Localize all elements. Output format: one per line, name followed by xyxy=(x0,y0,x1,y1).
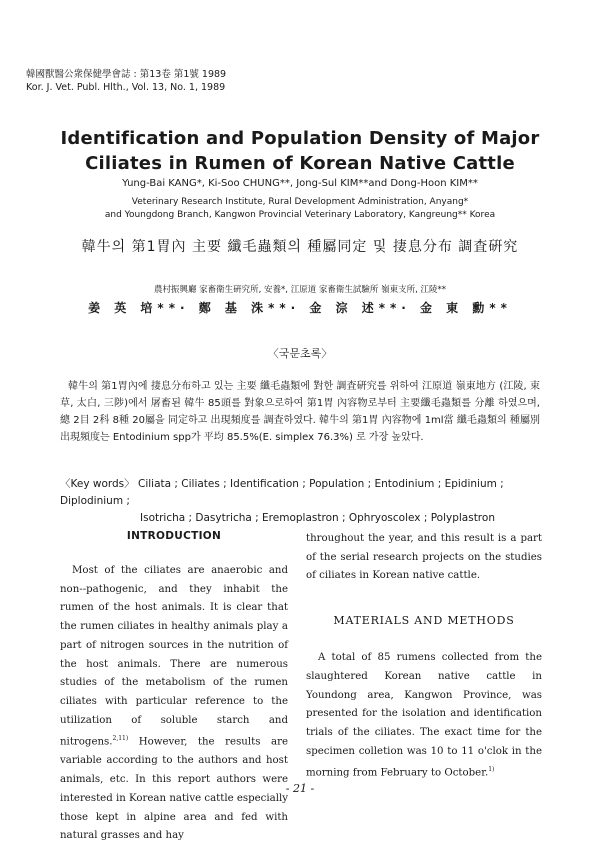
paper-title-line-2: Ciliates in Rumen of Korean Native Cattle xyxy=(85,153,515,174)
introduction-continuation: throughout the year, and this result is a part of the serial research projects on the studies of ciliates in Korean native cattle. xyxy=(306,533,542,582)
paper-title xyxy=(0,126,600,176)
affiliation-line-2: and Youngdong Branch, Kangwon Provincial Veterinary Laboratory, Kangreung** Korea xyxy=(104,210,496,220)
korean-authors: 姜 英 培**· 鄭 基 洙**· 金 淙 述**· 金 東 勳** xyxy=(88,301,512,315)
journal-line-korean: 韓國獸醫公衆保健學會誌 : 第13卷 第1號 1989 xyxy=(26,69,227,80)
methods-reference: 1) xyxy=(488,766,495,774)
korean-abstract-heading: 〈국문초록〉 xyxy=(267,347,333,360)
keywords-line-1 xyxy=(60,476,540,510)
introduction-text-2: However, the results are variable according to the authors and host animals, etc. In this report authors were interested in Korean native cattle especially those kept in alpine area and fed with natural grasses and hay xyxy=(60,736,288,842)
affiliations xyxy=(0,196,600,222)
page-number: - 21 - xyxy=(285,782,315,795)
methods-heading: MATERIALS AND METHODS xyxy=(333,614,515,628)
keywords xyxy=(60,476,540,527)
author-list: Yung-Bai KANG*, Ki-Soo CHUNG**, Jong-Sul KIM**and Dong-Hoon KIM** xyxy=(122,178,478,189)
korean-abstract-text: 韓牛의 第1胃內에 捿息分布하고 있는 主要 纖毛蟲類에 對한 調査硏究를 위하여 江原道 嶺東地方 (江陵, 束草, 太白, 三陟)에서 屠畜된 韓牛 85頭를 對象으로하여 第1胃 內容物로부터 主要纖毛蟲類를 分離 하였으며, 總 2目 2科 8種 20屬을 同定하고 出現頻度를 調査하였다. 韓牛의 第1胃 內容物에 1ml當 纖毛蟲類의 種屬別 出現頻度는 Entodinium spp가 平均 85.5%(E. simplex 76.3%) 로 가장 높았다. xyxy=(60,381,540,443)
introduction-reference: 2,11) xyxy=(112,735,129,743)
korean-title: 韓牛의 第1胃內 主要 纖毛蟲類의 種屬同定 및 捿息分布 調査硏究 xyxy=(81,239,519,255)
introduction-heading: INTRODUCTION xyxy=(126,530,222,542)
left-column xyxy=(60,530,288,846)
introduction-paragraph xyxy=(60,562,288,846)
right-column xyxy=(306,530,542,783)
methods-paragraph xyxy=(306,649,542,783)
introduction-text-1: Most of the ciliates are anaerobic and non--pathogenic, and they inhabit the rumen of the host animals. It is clear that the rumen ciliates in healthy animals play a part of nitrogen sources in the nutrition of the host animals. There are numerous studies of the metabolism of the rumen ciliates with particular reference to the utilization of soluble starch and nitrogens. xyxy=(60,565,288,748)
journal-header xyxy=(26,68,226,94)
korean-affiliations: 農村振興廳 家畜衛生硏究所, 安養*, 江原道 家畜衛生試驗所 嶺東支所, 江陵** xyxy=(153,285,447,295)
methods-text: A total of 85 rumens collected from the slaughtered Korean native cattle in Youndong area, Kangwon Province, was presented for the isolation and identification trials of the ciliates. The exact time for the specimen colletion was 10 to 11 o'clok in the morning from February to October. xyxy=(306,652,542,779)
keywords-label: 〈Key words〉 xyxy=(60,478,135,490)
paper-title-line-1: Identification and Population Density of Major xyxy=(60,128,540,149)
korean-abstract xyxy=(60,378,540,446)
keywords-text-1: Ciliata ; Ciliates ; Identification ; Population ; Entodinium ; Epidinium ; Diplodinium ; xyxy=(60,478,504,507)
keywords-line-2: Isotricha ; Dasytricha ; Eremoplastron ; Ophryoscolex ; Polyplastron xyxy=(140,512,495,524)
affiliation-line-1: Veterinary Research Institute, Rural Development Administration, Anyang* xyxy=(131,197,469,207)
journal-line-english: Kor. J. Vet. Publ. Hlth., Vol. 13, No. 1, 1989 xyxy=(26,82,226,93)
